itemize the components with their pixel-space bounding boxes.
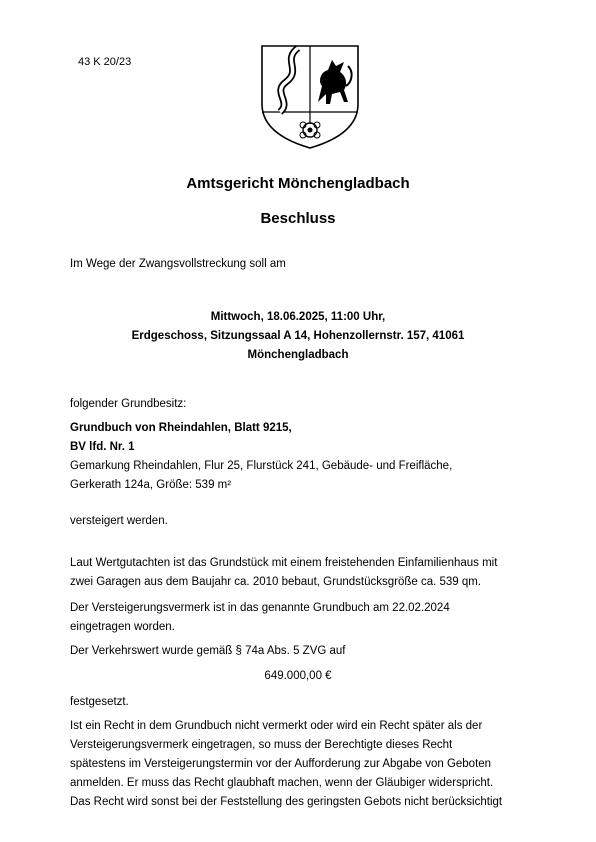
intro-text: Im Wege der Zwangsvollstreckung soll am	[70, 258, 286, 270]
paragraph-fixed: festgesetzt.	[70, 696, 129, 708]
paragraph-rights-2: Versteigerungsvermerk eingetragen, so muss der Berechtigte dieses Recht	[70, 739, 453, 751]
court-name: Amtsgericht Mönchengladbach	[186, 175, 410, 192]
property-details-1: Gemarkung Rheindahlen, Flur 25, Flurstück 241, Gebäude- und Freifläche,	[70, 460, 453, 472]
property-heading: folgender Grundbesitz:	[70, 398, 187, 410]
file-number: 43 K 20/23	[78, 56, 132, 68]
document-title: Beschluss	[260, 210, 336, 227]
paragraph-market-value: Der Verkehrswert wurde gemäß § 74a Abs. 5 ZVG auf	[70, 645, 346, 657]
paragraph-rights-3: spätestens im Versteigerungstermin vor der Aufforderung zur Abgabe von Geboten	[70, 758, 492, 770]
property-details-2: Gerkerath 124a, Größe: 539 m²	[70, 479, 232, 491]
paragraph-register-1: Der Versteigerungsvermerk ist in das genannte Grundbuch am 22.02.2024	[70, 602, 450, 614]
paragraph-rights-1: Ist ein Recht in dem Grundbuch nicht vermerkt oder wird ein Recht später als der	[70, 720, 483, 732]
appointment-date: Mittwoch, 18.06.2025, 11:00 Uhr,	[210, 311, 386, 323]
appointment-city: Mönchengladbach	[247, 349, 349, 361]
paragraph-register-2: eingetragen worden.	[70, 621, 175, 633]
paragraph-appraisal-2: zwei Garagen aus dem Baujahr ca. 2010 bebaut, Grundstücksgröße ca. 539 qm.	[70, 576, 482, 588]
market-value-amount: 649.000,00 €	[264, 670, 332, 682]
paragraph-rights-5: Das Recht wird sonst bei der Feststellung des geringsten Gebots nicht berücksichtigt	[70, 796, 503, 808]
paragraph-appraisal-1: Laut Wertgutachten ist das Grundstück mit einem freistehenden Einfamilienhaus mit	[70, 557, 498, 569]
land-register: Grundbuch von Rheindahlen, Blatt 9215,	[70, 422, 292, 434]
appointment-location: Erdgeschoss, Sitzungssaal A 14, Hohenzollernstr. 157, 41061	[131, 330, 465, 342]
bv-number: BV lfd. Nr. 1	[70, 441, 135, 453]
paragraph-rights-4: anmelden. Er muss das Recht glaubhaft machen, wenn der Gläubiger widerspricht.	[70, 777, 494, 789]
auctioned-text: versteigert werden.	[70, 515, 168, 527]
nrw-coat-of-arms-icon	[258, 42, 362, 152]
